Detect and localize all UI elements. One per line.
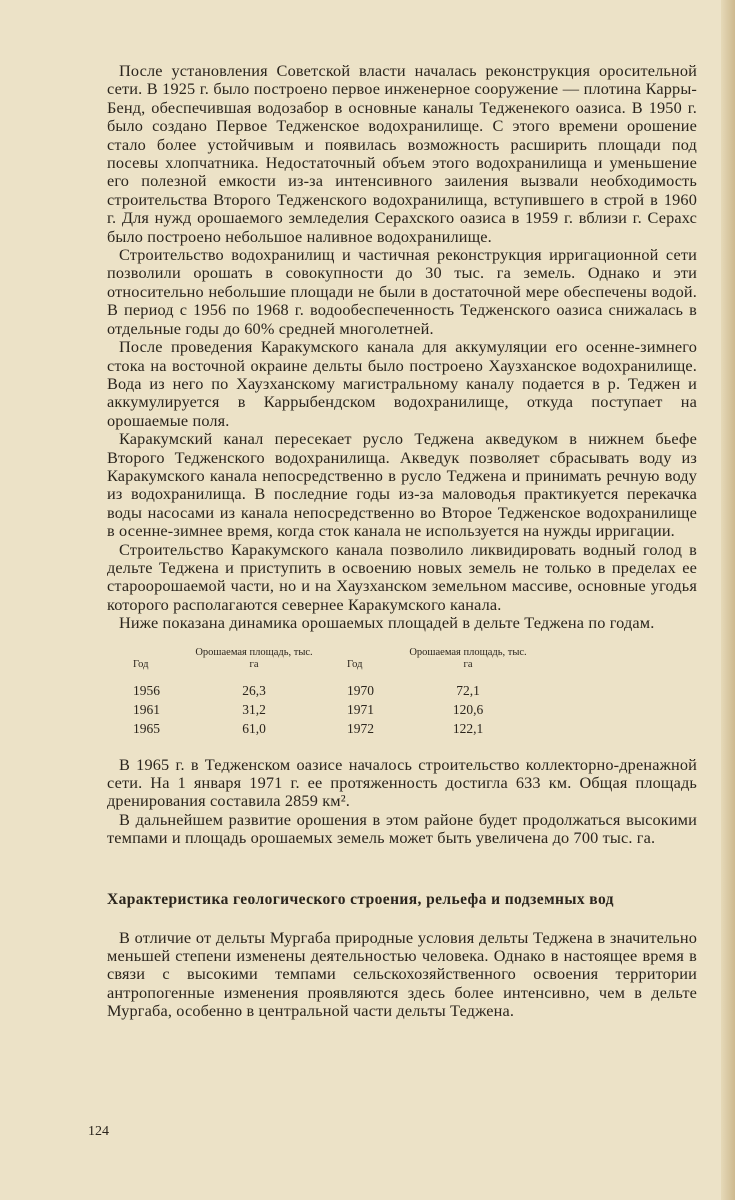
paragraph: Каракумский канал пересекает русло Теджена акведуком в нижнем бьефе Второго Тедженского водохранилища. Акведук позволяет сбрасывать воду из Каракумского канала непосредственно в русло Теджена и принимать речную воду из водохранилища. В последние годы из-за маловодья практикуется перекачка воды насосами из канала непосредственно во Второе Тедженское водохранилище в осенне-зимнее время, когда сток канала не используется на нужды ирригации. [107, 429, 697, 541]
header-area: Орошаемая площадь, тыс. га [195, 646, 313, 670]
paragraph: Строительство Каракумского канала позволило ликвидировать водный голод в дельте Теджена и приступить в освоению новых земель не только в пределах ее староорошаемой части, но и на Хаузханском земельном массиве, основные угодья которого располагаются севернее Каракумского канала. [107, 539, 697, 614]
page-number: 124 [88, 1124, 109, 1139]
page-edge-shadow [721, 0, 735, 1200]
paragraph: В отличие от дельты Мургаба природные условия дельты Теджена в значительно меньшей степени изменены деятельностью человека. Однако в настоящее время в связи с высокими темпами сельскохозяйственного освоения территории антропогенные изменения проявляются здесь более интенсивно, чем в дельте Мургаба, особенно в центральной части дельты Теджена. [107, 927, 697, 1021]
page-content [107, 62, 697, 1021]
paragraph: В 1965 г. в Тедженском оазисе началось строительство коллекторно-дренажной сети. На 1 января 1971 г. ее протяженность достигла 633 км. Общая площадь дренирования составила 2859 км². [107, 754, 697, 811]
paragraph: В дальнейшем развитие орошения в этом районе будет продолжаться высокими темпами и площадь орошаемых земель может быть увеличена до 700 тыс. га. [107, 809, 697, 848]
table-row: 1961 31,2 1971 120,6 [133, 701, 484, 717]
paragraph: Строительство водохранилищ и частичная реконструкция ирригационной сети позволили орошать в совокупности до 30 тыс. га земель. Однако и эти относительно небольшие площади не были в достаточной мере обеспечены водой. В период с 1956 по 1968 г. водообеспеченность Тедженского оазиса снижалась в отдельные годы до 60% средней многолетней. [107, 245, 697, 338]
paragraph: После проведения Каракумского канала для аккумуляции его осенне-зимнего стока на восточной окраине дельты было построено Хаузханское водохранилище. Вода из него по Хаузханскому магистральному каналу подается в р. Теджен и аккумулируется в Каррыбендском водохранилище, откуда поступает на орошаемые поля. [107, 337, 697, 430]
paragraph: После установления Советской власти началась реконструкция оросительной сети. В 1925 г. было построено первое инженерное сооружение — плотина Карры-Бенд, обеспечившая водозабор в основные каналы Тедженекого оазиса. В 1950 г. было создано Первое Тедженское водохранилище. С этого времени орошение стало более устойчивым и появилась возможность расширить площади под посевы хлопчатника. Недостаточный объем этого водохранилища и уменьшение его полезной емкости из-за интенсивного заиления вызвали необходимость строительства Второго Тедженского водохранилища, вступившего в строй в 1960 г. Для нужд орошаемого земледелия Серахского оазиса в 1959 г. вблизи г. Серахс было построено небольшое наливное водохранилище. [107, 61, 697, 246]
header-year: Год [347, 658, 363, 670]
header-year: Год [133, 658, 149, 670]
table-row: 1965 61,0 1972 122,1 [133, 720, 484, 736]
section-heading: Характеристика геологического строения, рельефа и подземных вод [107, 890, 614, 908]
irrigated-area-table [133, 647, 531, 738]
header-area: Орошаемая площадь, тыс. га [409, 646, 527, 670]
table-header-row [133, 647, 531, 681]
table-row: 1956 26,3 1970 72,1 [133, 682, 480, 698]
paragraph: Ниже показана динамика орошаемых площадей в дельте Теджена по годам. [119, 613, 655, 633]
